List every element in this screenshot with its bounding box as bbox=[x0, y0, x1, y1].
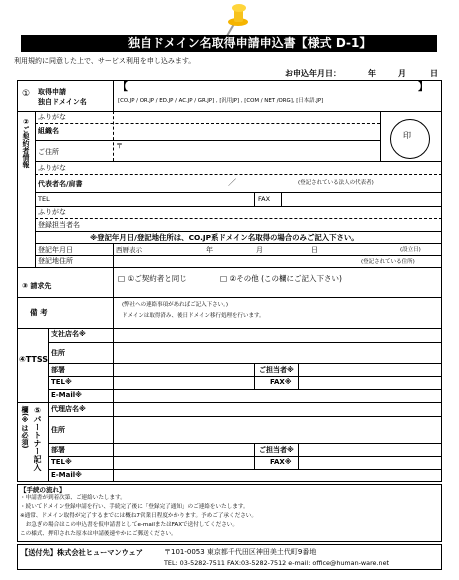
ttss-fax-input[interactable] bbox=[301, 378, 436, 387]
ttss-store-label: 支社店名※ bbox=[51, 330, 86, 338]
partner-fax-input[interactable] bbox=[301, 458, 436, 467]
section2-side-label: ②ご契約者情報 bbox=[22, 118, 30, 168]
send-to-address: 〒101-0053 東京都千代田区神田美土代町9番地 bbox=[164, 548, 317, 556]
procedure-line-1: ・申請書が到着次第、ご連絡いたします。 bbox=[20, 495, 126, 501]
date-day: 日 bbox=[430, 69, 438, 78]
partner-fax-label: FAX※ bbox=[270, 458, 292, 466]
partner-address-label: 住所 bbox=[51, 426, 65, 434]
handler-input[interactable] bbox=[116, 220, 436, 229]
registered-address-note: (登記されている住所) bbox=[361, 259, 415, 265]
seal-label: 印 bbox=[403, 131, 411, 140]
fax-input[interactable] bbox=[284, 194, 438, 205]
domain-label-1: 取得申請 bbox=[38, 88, 66, 96]
reg-year-label: 年 bbox=[206, 246, 213, 254]
address-label: ご住所 bbox=[38, 148, 59, 156]
registration-notice: ※登記年月日/登記地住所は、CO.JP系ドメイン名取得の場合のみご記入下さい。 bbox=[90, 233, 359, 242]
ttss-fax-label: FAX※ bbox=[270, 378, 292, 386]
domain-bracket-open: 【 bbox=[118, 82, 128, 93]
section4-side-label: ④TTSS bbox=[19, 355, 49, 364]
ttss-address-label: 住所 bbox=[51, 349, 65, 357]
ttss-email-label: E-Mail※ bbox=[51, 391, 82, 399]
ttss-contact-label: ご担当者※ bbox=[259, 366, 294, 374]
partner-contact-label: ご担当者※ bbox=[259, 446, 294, 454]
billing-option-same[interactable]: □ ①ご契約者と同じ bbox=[118, 274, 187, 283]
section5-side-label-right: ⑤パートナー記入 bbox=[33, 406, 42, 471]
intro-text: 利用規約に同意した上で、サービス利用を申し込みます。 bbox=[14, 57, 196, 65]
send-to-company: 【送付先】株式会社ヒューマンウェア bbox=[21, 548, 143, 557]
pushpin-icon bbox=[224, 2, 254, 38]
section1-number: ① bbox=[22, 89, 31, 99]
reg-day-label: 日 bbox=[311, 246, 318, 254]
representative-input[interactable] bbox=[116, 176, 436, 189]
domain-bracket-close: 】 bbox=[418, 82, 428, 93]
domain-type-options: [CO.JP / OR.JP / ED.JP / AC.JP / GR.JP] , [汎用JP] , [COM / NET /ORG], [日本語.JP] bbox=[118, 98, 324, 104]
ttss-dept-input[interactable] bbox=[116, 365, 251, 374]
representative-label: 代表者名/肩書 bbox=[38, 180, 83, 188]
procedure-title: 【手続の流れ】 bbox=[20, 486, 66, 494]
tel-input[interactable] bbox=[116, 194, 251, 205]
org-name-input[interactable] bbox=[116, 125, 376, 137]
procedure-line-3: ※通常、ドメイン取得が完了するまでには概ね7営業日程度かかります。予めご了承ください。 bbox=[20, 513, 257, 519]
furigana-label-org: ふりがな bbox=[38, 113, 66, 121]
procedure-line-5: この様式、押印された原本は申請後速やかにご郵送ください。 bbox=[20, 531, 177, 537]
partner-store-label: 代理店名※ bbox=[51, 405, 86, 413]
partner-tel-input[interactable] bbox=[116, 458, 251, 467]
registration-date-input[interactable] bbox=[150, 245, 390, 254]
domain-input[interactable] bbox=[130, 83, 415, 95]
partner-dept-input[interactable] bbox=[116, 445, 251, 454]
application-date-label: お申込年月日： bbox=[285, 69, 341, 78]
date-year: 年 bbox=[368, 69, 376, 78]
partner-address-input[interactable] bbox=[116, 418, 436, 440]
tel-label: TEL bbox=[38, 195, 50, 203]
furigana-label-handler: ふりがな bbox=[38, 208, 66, 216]
remarks-label: 備 考 bbox=[30, 308, 48, 317]
procedure-line-4: お急ぎの場合はこの申込書を仮申請書としてe-mailまたはFAXで送付してください。 bbox=[20, 522, 238, 528]
furigana-label-rep: ふりがな bbox=[38, 164, 66, 172]
ttss-contact-input[interactable] bbox=[301, 365, 436, 374]
address-input[interactable] bbox=[116, 142, 376, 159]
procedure-line-2: ・続いてドメイン登録申請を行い、手続完了後に「登録完了通知」のご連絡をいたします。 bbox=[20, 504, 249, 510]
era-label: 西暦表示 bbox=[116, 246, 142, 254]
org-name-label: 組織名 bbox=[38, 127, 59, 135]
section5-side-label-left: 欄(※は必須) bbox=[21, 406, 29, 449]
ttss-store-input[interactable] bbox=[116, 330, 436, 339]
billing-other-input[interactable] bbox=[118, 286, 436, 295]
domain-label-2: 独自ドメイン名 bbox=[38, 98, 87, 106]
postal-mark: 〒 bbox=[116, 142, 123, 150]
ttss-address-input[interactable] bbox=[116, 344, 436, 361]
ttss-email-input[interactable] bbox=[116, 391, 436, 400]
partner-dept-label: 部署 bbox=[51, 446, 65, 454]
ttss-dept-label: 部署 bbox=[51, 366, 65, 374]
partner-email-input[interactable] bbox=[116, 471, 436, 480]
partner-tel-label: TEL※ bbox=[51, 458, 72, 466]
registration-date-label: 登記年月日 bbox=[38, 246, 73, 254]
billing-label: ③ 請求先 bbox=[22, 282, 52, 290]
representative-slash: ／ bbox=[228, 178, 236, 187]
send-to-contact: TEL: 03-5282-7511 FAX:03-5282-7512 e-mail: office@human-ware.net bbox=[164, 559, 390, 567]
remarks-line-1: (弊社への連絡事項があればご記入下さい。) bbox=[122, 302, 229, 308]
registered-address-label: 登記地住所 bbox=[38, 257, 73, 265]
registered-address-input[interactable] bbox=[116, 257, 356, 266]
founded-note: (設立日) bbox=[400, 247, 421, 253]
partner-email-label: E-Mail※ bbox=[51, 471, 82, 479]
ttss-tel-input[interactable] bbox=[116, 378, 251, 387]
remarks-line-2: ドメインは取得済み、後日ドメイン移行処理を行います。 bbox=[122, 313, 265, 319]
handler-label: 登録担当者名 bbox=[38, 221, 80, 229]
representative-note: (登記されている法人の代表者) bbox=[298, 180, 374, 186]
ttss-tel-label: TEL※ bbox=[51, 378, 72, 386]
partner-contact-input[interactable] bbox=[301, 445, 436, 454]
form-title: 独自ドメイン名取得申請申込書【様式 D-1】 bbox=[128, 36, 372, 50]
fax-label: FAX bbox=[258, 195, 271, 203]
billing-option-other[interactable]: □ ②その他 (この欄にご記入下さい) bbox=[220, 274, 342, 283]
reg-month-label: 月 bbox=[256, 246, 263, 254]
date-month: 月 bbox=[398, 69, 406, 78]
partner-store-input[interactable] bbox=[116, 404, 436, 413]
